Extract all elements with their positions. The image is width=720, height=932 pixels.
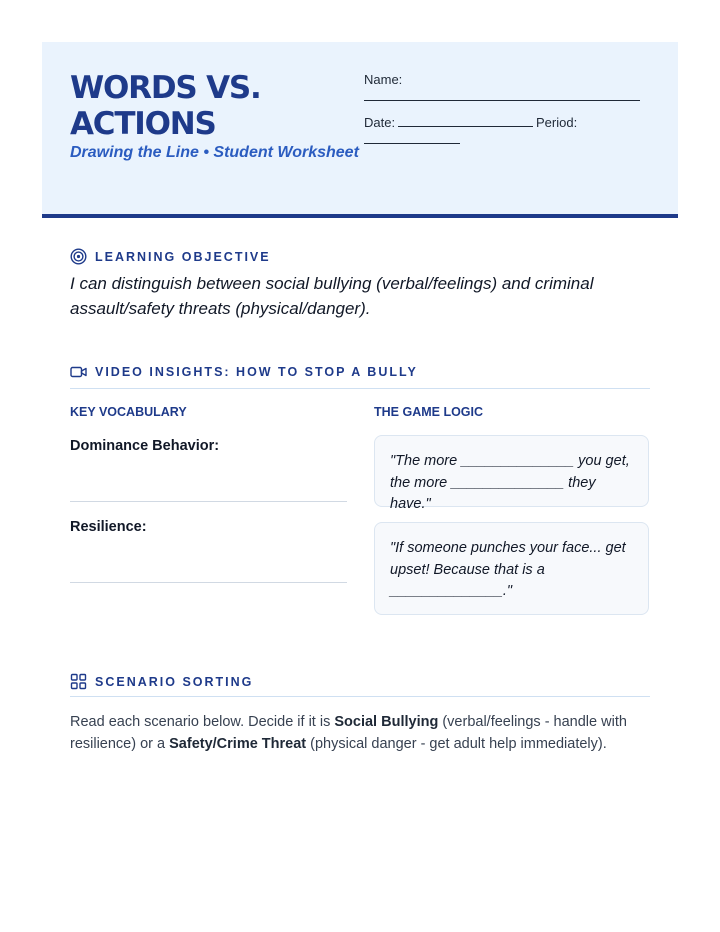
video-heading <box>70 365 418 379</box>
period-label: Period: <box>536 115 578 130</box>
video-camera-icon <box>70 365 87 379</box>
scenario-heading-text: SCENARIO SORTING <box>95 674 254 689</box>
video-heading-text: VIDEO INSIGHTS: HOW TO STOP A BULLY <box>95 365 418 379</box>
name-field[interactable] <box>364 100 640 101</box>
period-field[interactable] <box>364 143 460 144</box>
section-divider <box>70 388 650 389</box>
scenario-instructions: Read each scenario below. Decide if it is Social Bullying (verbal/feelings - handle with resilience) or a Safety/Crime Threat (physical danger - get adult help immediately). <box>70 714 627 752</box>
scenario-heading <box>70 673 253 690</box>
vocab-heading: KEY VOCABULARY <box>70 405 187 419</box>
answer-line-resilience[interactable] <box>70 582 347 583</box>
objective-heading <box>70 248 271 265</box>
vocab-term-resilience: Resilience: <box>70 519 147 535</box>
page-subtitle: Drawing the Line • Student Worksheet <box>70 144 359 161</box>
answer-line-dominance[interactable] <box>70 501 347 502</box>
grid-icon <box>70 673 87 690</box>
page-title: WORDS VS. ACTIONS <box>70 70 261 142</box>
section-divider <box>70 696 650 697</box>
vocab-term-dominance: Dominance Behavior: <box>70 438 220 454</box>
logic-heading: THE GAME LOGIC <box>374 405 484 419</box>
name-label: Name: <box>364 72 403 87</box>
worksheet-header <box>42 42 678 218</box>
date-label: Date: <box>364 115 396 130</box>
objective-heading-text: LEARNING OBJECTIVE <box>95 249 271 264</box>
objective-text: I can distinguish between social bullying (verbal/feelings) and criminal assault/safety threats (physical/danger). <box>70 274 594 318</box>
quote-box-2: "If someone punches your face... get upset! Because that is a ______________." <box>374 522 649 615</box>
date-field[interactable] <box>398 126 533 127</box>
quote-box-1: "The more ______________ you get, the more ______________ they have." <box>374 435 649 507</box>
target-icon <box>70 248 87 265</box>
